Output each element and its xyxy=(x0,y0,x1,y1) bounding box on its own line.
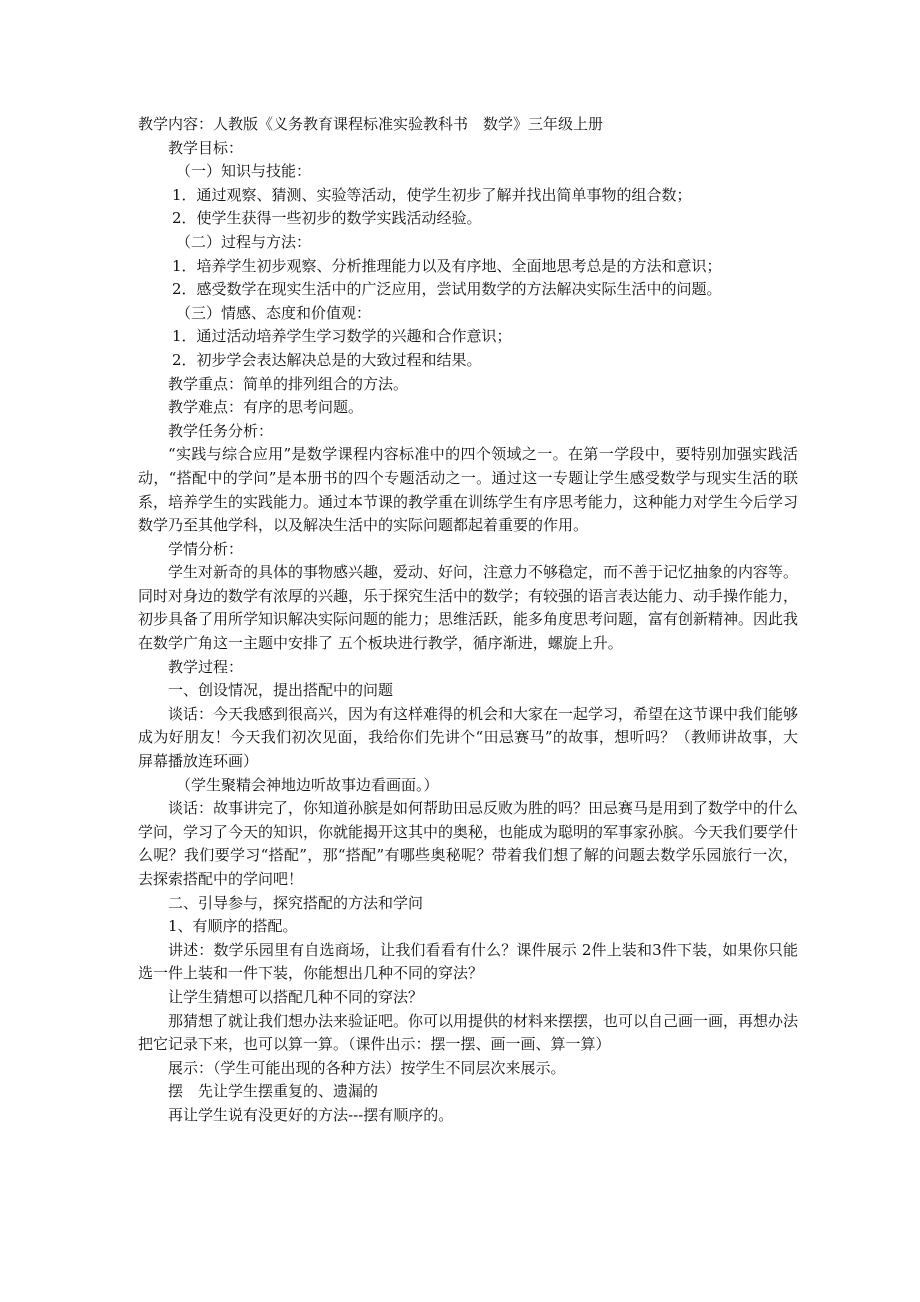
document-paragraph: 学生对新奇的具体的事物感兴趣，爱动、好问，注意力不够稳定，而不善于记忆抽象的内容等。同时对身边的数学有浓厚的兴趣，乐于探究生活中的数学；有较强的语言表达能力、动手操作能力，初步具备了用所学知识解决实际问题的能力；思维活跃，能多角度思考问题，富有创新精神。因此我在数学广角这一主题中安排了 五个板块进行教学，循序渐进，螺旋上升。 xyxy=(138,563,799,653)
document-paragraph: 二、引导参与，探究搭配的方法和学问 xyxy=(168,893,424,912)
document-paragraph: （一）知识与技能： xyxy=(176,162,312,181)
document-paragraph: 谈话：故事讲完了，你知道孙膑是如何帮助田忌反败为胜的吗？田忌赛马是用到了数学中的什么学问，学习了今天的知识，你就能揭开这其中的奥秘，也能成为聪明的军事家孙膑。今天我们要学什么呢？我们要学习“搭配”，那“搭配”有哪些奥秘呢？带着我们想了解的问题去数学乐园旅行一次，去探索搭配中的学问吧！ xyxy=(138,799,799,888)
document-paragraph: 讲述：数学乐园里有自选商场，让我们看看有什么？课件展示 2件上装和3件下装，如果你只能选一件上装和一件下装，你能想出几种不同的穿法？ xyxy=(138,940,798,983)
document-paragraph: 教学任务分析： xyxy=(168,421,274,440)
document-paragraph: 学情分析： xyxy=(168,539,244,558)
document-paragraph: 2．使学生获得一些初步的数学实践活动经验。 xyxy=(172,209,482,228)
document-paragraph: 1．通过活动培养学生学习数学的兴趣和合作意识； xyxy=(172,327,512,346)
document-paragraph: 让学生猜想可以搭配几种不同的穿法？ xyxy=(168,987,424,1006)
document-paragraph: （学生聚精会神地边听故事边看画面。） xyxy=(176,775,439,794)
document-paragraph: 展示：（学生可能出现的各种方法）按学生不同层次来展示。 xyxy=(168,1058,566,1077)
document-paragraph: 谈话：今天我感到很高兴，因为有这样难得的机会和大家在一起学习，希望在这节课中我们能够成为好朋友！今天我们初次见面，我给你们先讲个“田忌赛马”的故事，想听吗？（教师讲故事，大屏幕播放连环画） xyxy=(138,704,799,771)
document-paragraph: 摆 先让学生摆重复的、遗漏的 xyxy=(168,1082,379,1101)
document-paragraph: 那猜想了就让我们想办法来验证吧。你可以用提供的材料来摆摆，也可以自己画一画，再想办法把它记录下来，也可以算一算。（课件出示：摆一摆、画一画、算一算） xyxy=(138,1011,799,1054)
document-paragraph: 一、创设情况，提出搭配中的问题 xyxy=(168,681,394,700)
document-body xyxy=(138,113,798,1128)
document-paragraph: 2．初步学会表达解决总是的大致过程和结果。 xyxy=(172,350,482,369)
document-paragraph: 教学难点：有序的思考问题。 xyxy=(168,398,364,417)
document-paragraph: 1．通过观察、猜测、实验等活动，使学生初步了解并找出简单事物的组合数； xyxy=(172,185,692,204)
document-paragraph: 教学过程： xyxy=(168,657,244,676)
document-paragraph: （二）过程与方法： xyxy=(176,232,312,251)
document-paragraph: 1、有顺序的搭配。 xyxy=(168,917,298,936)
paragraph-list xyxy=(138,137,798,1128)
document-paragraph: 1．培养学生初步观察、分析推理能力以及有序地、全面地思考总是的方法和意识； xyxy=(172,256,722,275)
document-paragraph: （三）情感、态度和价值观： xyxy=(176,303,372,322)
document-paragraph: 教学目标： xyxy=(168,138,244,157)
document-paragraph: 再让学生说有没更好的方法---摆有顺序的。 xyxy=(168,1105,454,1124)
document-paragraph: “实践与综合应用”是数学课程内容标准中的四个领域之一。在第一学段中，要特别加强实践活动，“搭配中的学问”是本册书的四个专题活动之一。通过这一专题让学生感受数学与现实生活的联系，培养学生的实践能力。通过本节课的教学重在训练学生有序思考能力，这种能力对学生今后学习数学乃至其他学科，以及解决生活中的实际问题都起着重要的作用。 xyxy=(138,445,799,535)
document-paragraph: 教学重点：简单的排列组合的方法。 xyxy=(168,374,409,393)
document-paragraph: 2．感受数学在现实生活中的广泛应用，尝试用数学的方法解决实际生活中的问题。 xyxy=(172,280,722,299)
document-title-line: 教学内容：人教版《义务教育课程标准实验教科书 数学》三年级上册 xyxy=(138,115,604,133)
